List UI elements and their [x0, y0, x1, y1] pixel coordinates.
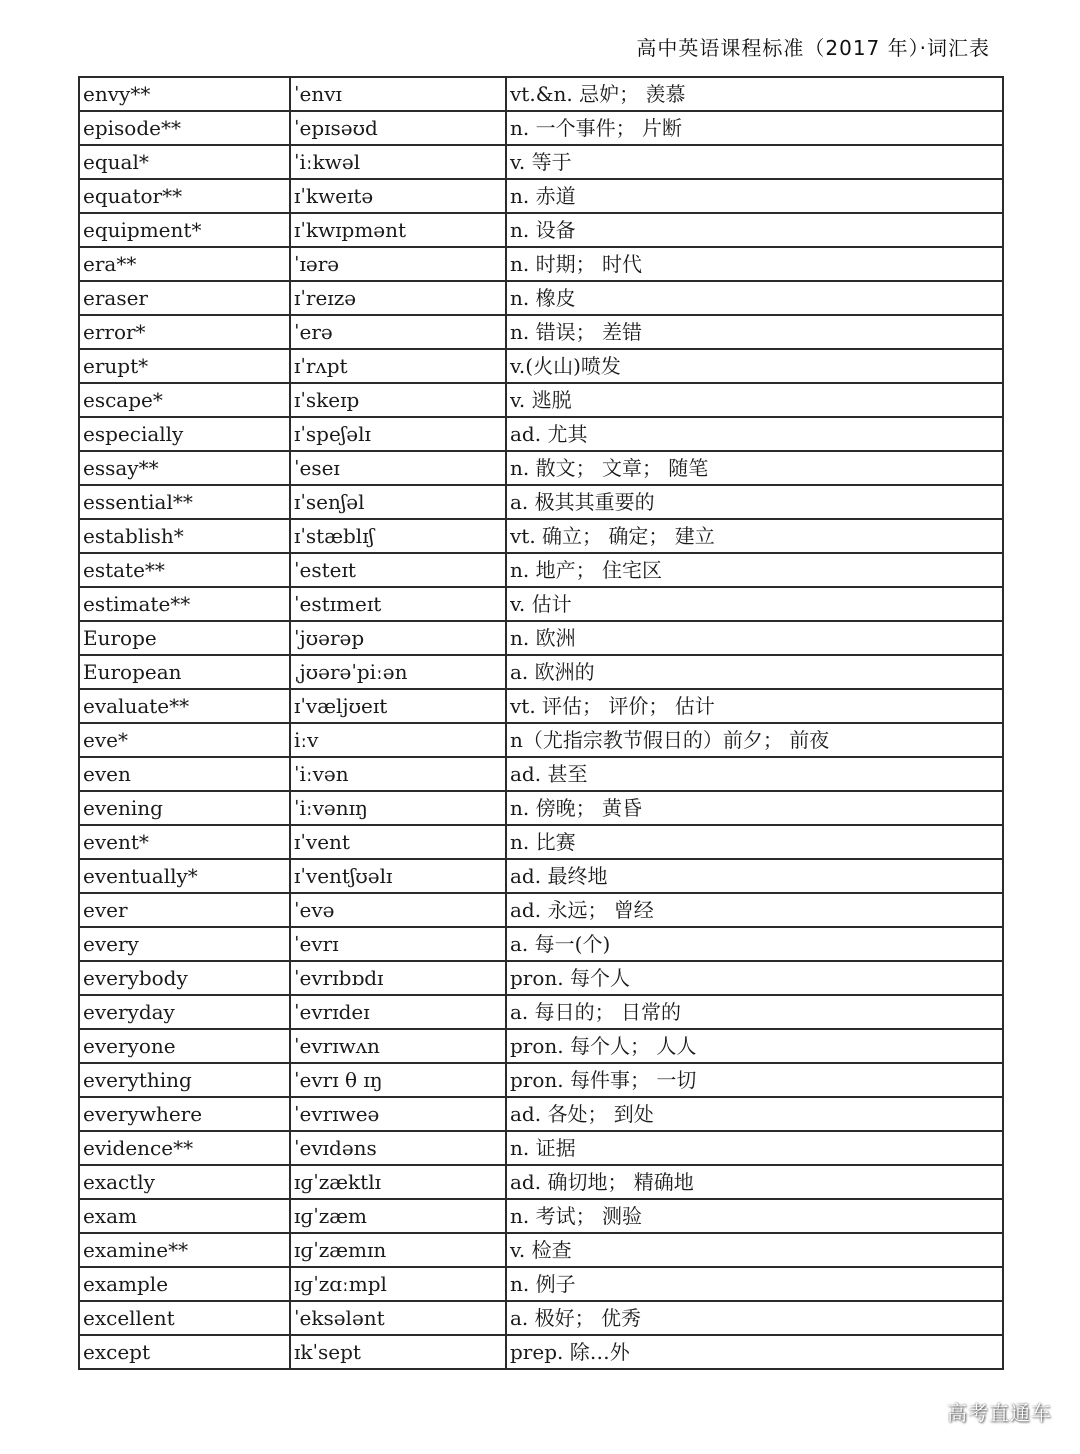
meaning-cell: a. 极好； 优秀 [506, 1301, 1003, 1335]
meaning-cell: a. 每一(个) [506, 927, 1003, 961]
word-cell: everywhere [79, 1097, 290, 1131]
table-row [79, 825, 1003, 859]
word-cell: equator** [79, 179, 290, 213]
word-cell: ever [79, 893, 290, 927]
table-row [79, 1199, 1003, 1233]
meaning-cell: ad. 确切地； 精确地 [506, 1165, 1003, 1199]
meaning-cell: v. 逃脱 [506, 383, 1003, 417]
meaning-cell: n. 例子 [506, 1267, 1003, 1301]
phonetic-cell: ˈevrɪbɒdɪ [290, 961, 506, 995]
table-row [79, 315, 1003, 349]
word-cell: examine** [79, 1233, 290, 1267]
phonetic-cell: ɪɡˈzæmɪn [290, 1233, 506, 1267]
meaning-cell: n. 橡皮 [506, 281, 1003, 315]
table-row [79, 1165, 1003, 1199]
word-cell: especially [79, 417, 290, 451]
word-cell: eventually* [79, 859, 290, 893]
table-row [79, 417, 1003, 451]
meaning-cell: n. 错误； 差错 [506, 315, 1003, 349]
meaning-cell: v. 等于 [506, 145, 1003, 179]
word-cell: everything [79, 1063, 290, 1097]
meaning-cell: ad. 甚至 [506, 757, 1003, 791]
table-row [79, 485, 1003, 519]
word-cell: estimate** [79, 587, 290, 621]
phonetic-cell: ˈevrɪwʌn [290, 1029, 506, 1063]
table-row [79, 77, 1003, 111]
meaning-cell: vt. 评估； 评价； 估计 [506, 689, 1003, 723]
word-cell: eve* [79, 723, 290, 757]
meaning-cell: pron. 每个人； 人人 [506, 1029, 1003, 1063]
meaning-cell: ad. 各处； 到处 [506, 1097, 1003, 1131]
table-row [79, 757, 1003, 791]
page-header-title: 高中英语课程标准（2017 年）·词汇表 [636, 36, 990, 60]
word-cell: European [79, 655, 290, 689]
table-row [79, 1335, 1003, 1369]
word-cell: eraser [79, 281, 290, 315]
meaning-cell: v. 估计 [506, 587, 1003, 621]
table-row [79, 1267, 1003, 1301]
table-row [79, 995, 1003, 1029]
phonetic-cell: ˈenvɪ [290, 77, 506, 111]
table-row [79, 621, 1003, 655]
word-cell: error* [79, 315, 290, 349]
word-cell: except [79, 1335, 290, 1369]
table-row [79, 451, 1003, 485]
phonetic-cell: ɪkˈsept [290, 1335, 506, 1369]
phonetic-cell: ˈepɪsəʊd [290, 111, 506, 145]
word-cell: essay** [79, 451, 290, 485]
table-row [79, 927, 1003, 961]
meaning-cell: n. 傍晚； 黄昏 [506, 791, 1003, 825]
word-cell: example [79, 1267, 290, 1301]
table-row [79, 961, 1003, 995]
phonetic-cell: ɪˈvæljʊeɪt [290, 689, 506, 723]
phonetic-cell: ˈeksələnt [290, 1301, 506, 1335]
phonetic-cell: ˈesteɪt [290, 553, 506, 587]
table-row [79, 1097, 1003, 1131]
phonetic-cell: ˈevrɪ [290, 927, 506, 961]
table-row [79, 791, 1003, 825]
phonetic-cell: ˈevrɪweə [290, 1097, 506, 1131]
table-row [79, 1233, 1003, 1267]
word-cell: era** [79, 247, 290, 281]
meaning-cell: n. 考试； 测验 [506, 1199, 1003, 1233]
phonetic-cell: ˈjʊərəp [290, 621, 506, 655]
word-cell: everybody [79, 961, 290, 995]
phonetic-cell: ˈevrɪdeɪ [290, 995, 506, 1029]
phonetic-cell: ɪˈsenʃəl [290, 485, 506, 519]
word-cell: estate** [79, 553, 290, 587]
meaning-cell: n. 证据 [506, 1131, 1003, 1165]
table-row [79, 383, 1003, 417]
phonetic-cell: ˈevrɪ θ ɪŋ [290, 1063, 506, 1097]
vocabulary-table [78, 76, 1004, 1370]
word-cell: episode** [79, 111, 290, 145]
word-cell: even [79, 757, 290, 791]
phonetic-cell: ɪˈvent [290, 825, 506, 859]
word-cell: essential** [79, 485, 290, 519]
meaning-cell: n（尤指宗教节假日的）前夕； 前夜 [506, 723, 1003, 757]
meaning-cell: ad. 永远； 曾经 [506, 893, 1003, 927]
meaning-cell: n. 赤道 [506, 179, 1003, 213]
word-cell: establish* [79, 519, 290, 553]
meaning-cell: n. 设备 [506, 213, 1003, 247]
phonetic-cell: ɪɡˈzɑːmpl [290, 1267, 506, 1301]
phonetic-cell: ˈiːvən [290, 757, 506, 791]
phonetic-cell: ɪˈspeʃəlɪ [290, 417, 506, 451]
meaning-cell: a. 欧洲的 [506, 655, 1003, 689]
meaning-cell: n. 地产； 住宅区 [506, 553, 1003, 587]
meaning-cell: n. 一个事件； 片断 [506, 111, 1003, 145]
phonetic-cell: ˈestɪmeɪt [290, 587, 506, 621]
table-row [79, 723, 1003, 757]
word-cell: evening [79, 791, 290, 825]
phonetic-cell: ɪɡˈzæktlɪ [290, 1165, 506, 1199]
meaning-cell: ad. 尤其 [506, 417, 1003, 451]
word-cell: excellent [79, 1301, 290, 1335]
meaning-cell: v.(火山)喷发 [506, 349, 1003, 383]
word-cell: Europe [79, 621, 290, 655]
phonetic-cell: ˈerə [290, 315, 506, 349]
meaning-cell: n. 散文； 文章； 随笔 [506, 451, 1003, 485]
word-cell: event* [79, 825, 290, 859]
vocabulary-table-body [79, 77, 1003, 1369]
table-row [79, 655, 1003, 689]
table-row [79, 213, 1003, 247]
table-row [79, 111, 1003, 145]
word-cell: evidence** [79, 1131, 290, 1165]
phonetic-cell: ɪˈkweɪtə [290, 179, 506, 213]
word-cell: equipment* [79, 213, 290, 247]
phonetic-cell: ˌjʊərəˈpiːən [290, 655, 506, 689]
word-cell: evaluate** [79, 689, 290, 723]
phonetic-cell: ɪɡˈzæm [290, 1199, 506, 1233]
table-row [79, 179, 1003, 213]
meaning-cell: vt.&n. 忌妒； 羡慕 [506, 77, 1003, 111]
word-cell: everyone [79, 1029, 290, 1063]
meaning-cell: n. 时期； 时代 [506, 247, 1003, 281]
table-row [79, 587, 1003, 621]
table-row [79, 247, 1003, 281]
phonetic-cell: ɪˈstæblɪʃ [290, 519, 506, 553]
word-cell: equal* [79, 145, 290, 179]
word-cell: exactly [79, 1165, 290, 1199]
table-row [79, 1063, 1003, 1097]
meaning-cell: a. 每日的； 日常的 [506, 995, 1003, 1029]
table-row [79, 1301, 1003, 1335]
meaning-cell: pron. 每件事； 一切 [506, 1063, 1003, 1097]
phonetic-cell: ɪˈkwɪpmənt [290, 213, 506, 247]
meaning-cell: n. 比赛 [506, 825, 1003, 859]
phonetic-cell: ˈɪərə [290, 247, 506, 281]
table-row [79, 893, 1003, 927]
word-cell: envy** [79, 77, 290, 111]
phonetic-cell: ˈiːkwəl [290, 145, 506, 179]
table-row [79, 859, 1003, 893]
word-cell: exam [79, 1199, 290, 1233]
word-cell: every [79, 927, 290, 961]
phonetic-cell: ˈevɪdəns [290, 1131, 506, 1165]
meaning-cell: ad. 最终地 [506, 859, 1003, 893]
table-row [79, 349, 1003, 383]
table-row [79, 145, 1003, 179]
word-cell: escape* [79, 383, 290, 417]
table-row [79, 519, 1003, 553]
table-row [79, 281, 1003, 315]
phonetic-cell: ˈevə [290, 893, 506, 927]
phonetic-cell: ɪˈventʃʊəlɪ [290, 859, 506, 893]
phonetic-cell: iːv [290, 723, 506, 757]
word-cell: everyday [79, 995, 290, 1029]
meaning-cell: v. 检查 [506, 1233, 1003, 1267]
meaning-cell: n. 欧洲 [506, 621, 1003, 655]
phonetic-cell: ˈeseɪ [290, 451, 506, 485]
phonetic-cell: ɪˈskeɪp [290, 383, 506, 417]
table-row [79, 689, 1003, 723]
meaning-cell: a. 极其其重要的 [506, 485, 1003, 519]
word-cell: erupt* [79, 349, 290, 383]
meaning-cell: pron. 每个人 [506, 961, 1003, 995]
phonetic-cell: ɪˈrʌpt [290, 349, 506, 383]
table-row [79, 1029, 1003, 1063]
table-row [79, 1131, 1003, 1165]
table-row [79, 553, 1003, 587]
watermark-text: 高考直通车 [947, 1401, 1052, 1425]
meaning-cell: prep. 除…外 [506, 1335, 1003, 1369]
phonetic-cell: ˈiːvənɪŋ [290, 791, 506, 825]
phonetic-cell: ɪˈreɪzə [290, 281, 506, 315]
meaning-cell: vt. 确立； 确定； 建立 [506, 519, 1003, 553]
